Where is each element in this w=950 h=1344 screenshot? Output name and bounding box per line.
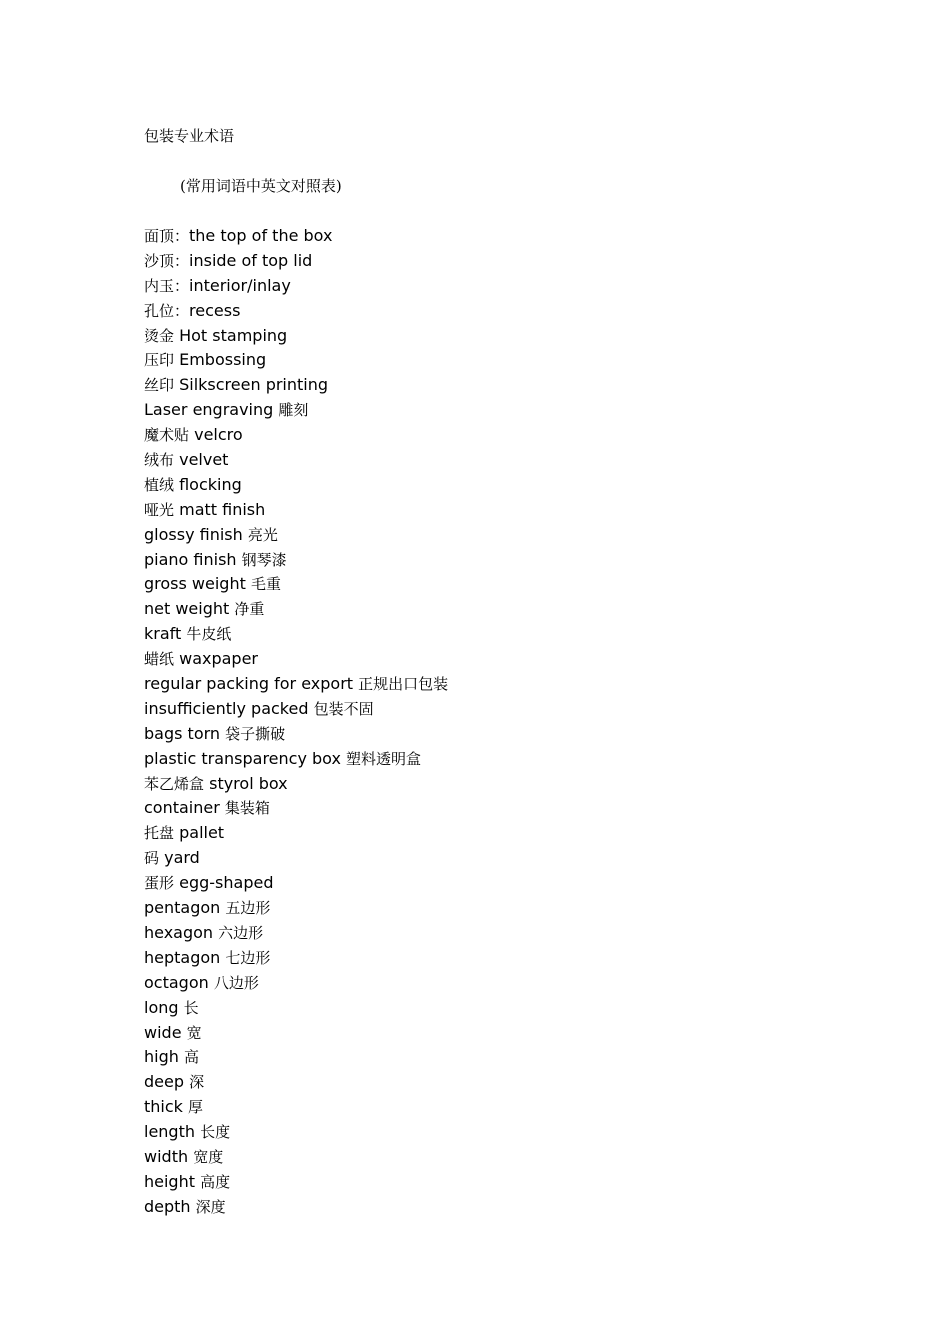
- term-row: length 长度: [144, 1122, 231, 1142]
- term-row: depth 深度: [144, 1196, 226, 1216]
- term-row: regular packing for export 正规出口包装: [144, 674, 449, 694]
- term-row: hexagon 六边形: [144, 922, 264, 942]
- document-title: 包装专业术语: [144, 127, 235, 145]
- term-row: deep 深: [144, 1072, 205, 1092]
- term-row: plastic transparency box 塑料透明盒: [144, 748, 422, 768]
- document-subtitle: (常用词语中英文对照表): [180, 177, 342, 195]
- term-row: 植绒 flocking: [144, 474, 242, 494]
- term-row: 蜡纸 waxpaper: [144, 649, 258, 669]
- term-row: 托盘 pallet: [144, 823, 225, 843]
- term-row: 孔位：recess: [144, 300, 241, 320]
- term-row: octagon 八边形: [144, 972, 259, 992]
- term-row: 沙顶：inside of top lid: [144, 250, 313, 270]
- term-row: 码 yard: [144, 848, 200, 868]
- term-row: piano finish 钢琴漆: [144, 549, 287, 569]
- term-row: 绒布 velvet: [144, 450, 229, 470]
- term-row: wide 宽: [144, 1022, 202, 1042]
- term-row: insufficiently packed 包装不固: [144, 698, 374, 718]
- term-row: thick 厚: [144, 1097, 204, 1117]
- term-row: container 集装箱: [144, 798, 270, 818]
- term-row: 苯乙烯盒 styrol box: [144, 773, 288, 793]
- term-row: 内玉：interior/inlay: [144, 275, 291, 295]
- term-row: gross weight 毛重: [144, 574, 281, 594]
- term-list: [144, 224, 864, 1220]
- term-row: 哑光 matt finish: [144, 499, 266, 519]
- term-row: 烫金 Hot stamping: [144, 325, 288, 345]
- document-page: [144, 124, 864, 1220]
- term-row: 压印 Embossing: [144, 350, 267, 370]
- term-row: kraft 牛皮纸: [144, 624, 232, 644]
- term-row: heptagon 七边形: [144, 947, 271, 967]
- term-row: 面顶：the top of the box: [144, 226, 333, 245]
- term-row: 丝印 Silkscreen printing: [144, 375, 329, 395]
- term-row: 蛋形 egg-shaped: [144, 873, 274, 893]
- term-row: net weight 净重: [144, 599, 265, 619]
- term-row: high 高: [144, 1047, 199, 1067]
- term-row: width 宽度: [144, 1146, 224, 1166]
- term-row: Laser engraving 雕刻: [144, 400, 309, 420]
- term-row: glossy finish 亮光: [144, 524, 278, 544]
- term-row: 魔术贴 velcro: [144, 425, 243, 445]
- term-row: bags torn 袋子撕破: [144, 723, 286, 743]
- term-row: height 高度: [144, 1171, 231, 1191]
- term-row: long 长: [144, 997, 199, 1017]
- term-row: pentagon 五边形: [144, 898, 271, 918]
